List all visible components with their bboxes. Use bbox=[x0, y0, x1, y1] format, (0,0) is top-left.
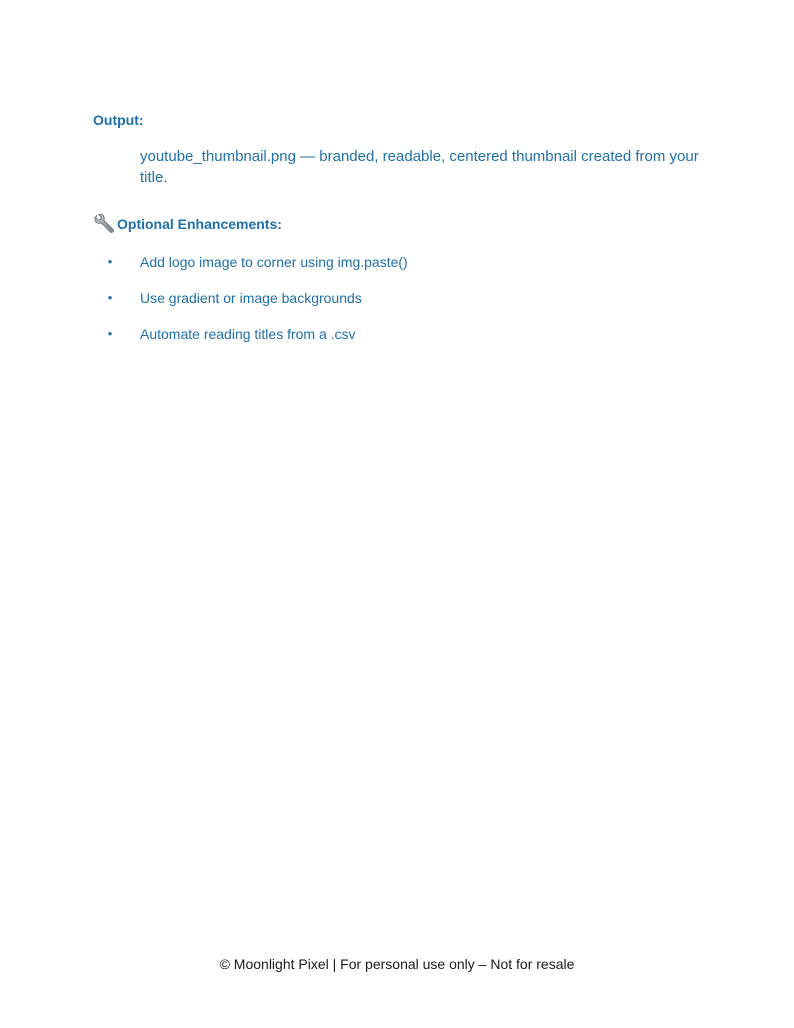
enhancements-heading-label: Optional Enhancements: bbox=[117, 216, 282, 232]
output-description: youtube_thumbnail.png — branded, readable, centered thumbnail created from your title. bbox=[140, 148, 699, 186]
list-item-text: Use gradient or image backgrounds bbox=[140, 290, 362, 306]
list-item bbox=[0, 324, 794, 360]
bullet-marker: • bbox=[107, 326, 113, 341]
bullet-marker: • bbox=[107, 254, 113, 269]
enhancements-heading bbox=[93, 214, 282, 234]
list-item-text: Add logo image to corner using img.paste() bbox=[140, 254, 408, 270]
bullet-marker: • bbox=[107, 290, 113, 305]
list-item-text: Automate reading titles from a .csv bbox=[140, 326, 356, 342]
output-heading: Output: bbox=[93, 112, 144, 128]
page-footer: © Moonlight Pixel | For personal use only – Not for resale bbox=[219, 956, 575, 972]
enhancements-list bbox=[0, 252, 794, 360]
wrench-icon bbox=[93, 214, 115, 234]
list-item bbox=[0, 288, 794, 324]
list-item bbox=[0, 252, 794, 288]
